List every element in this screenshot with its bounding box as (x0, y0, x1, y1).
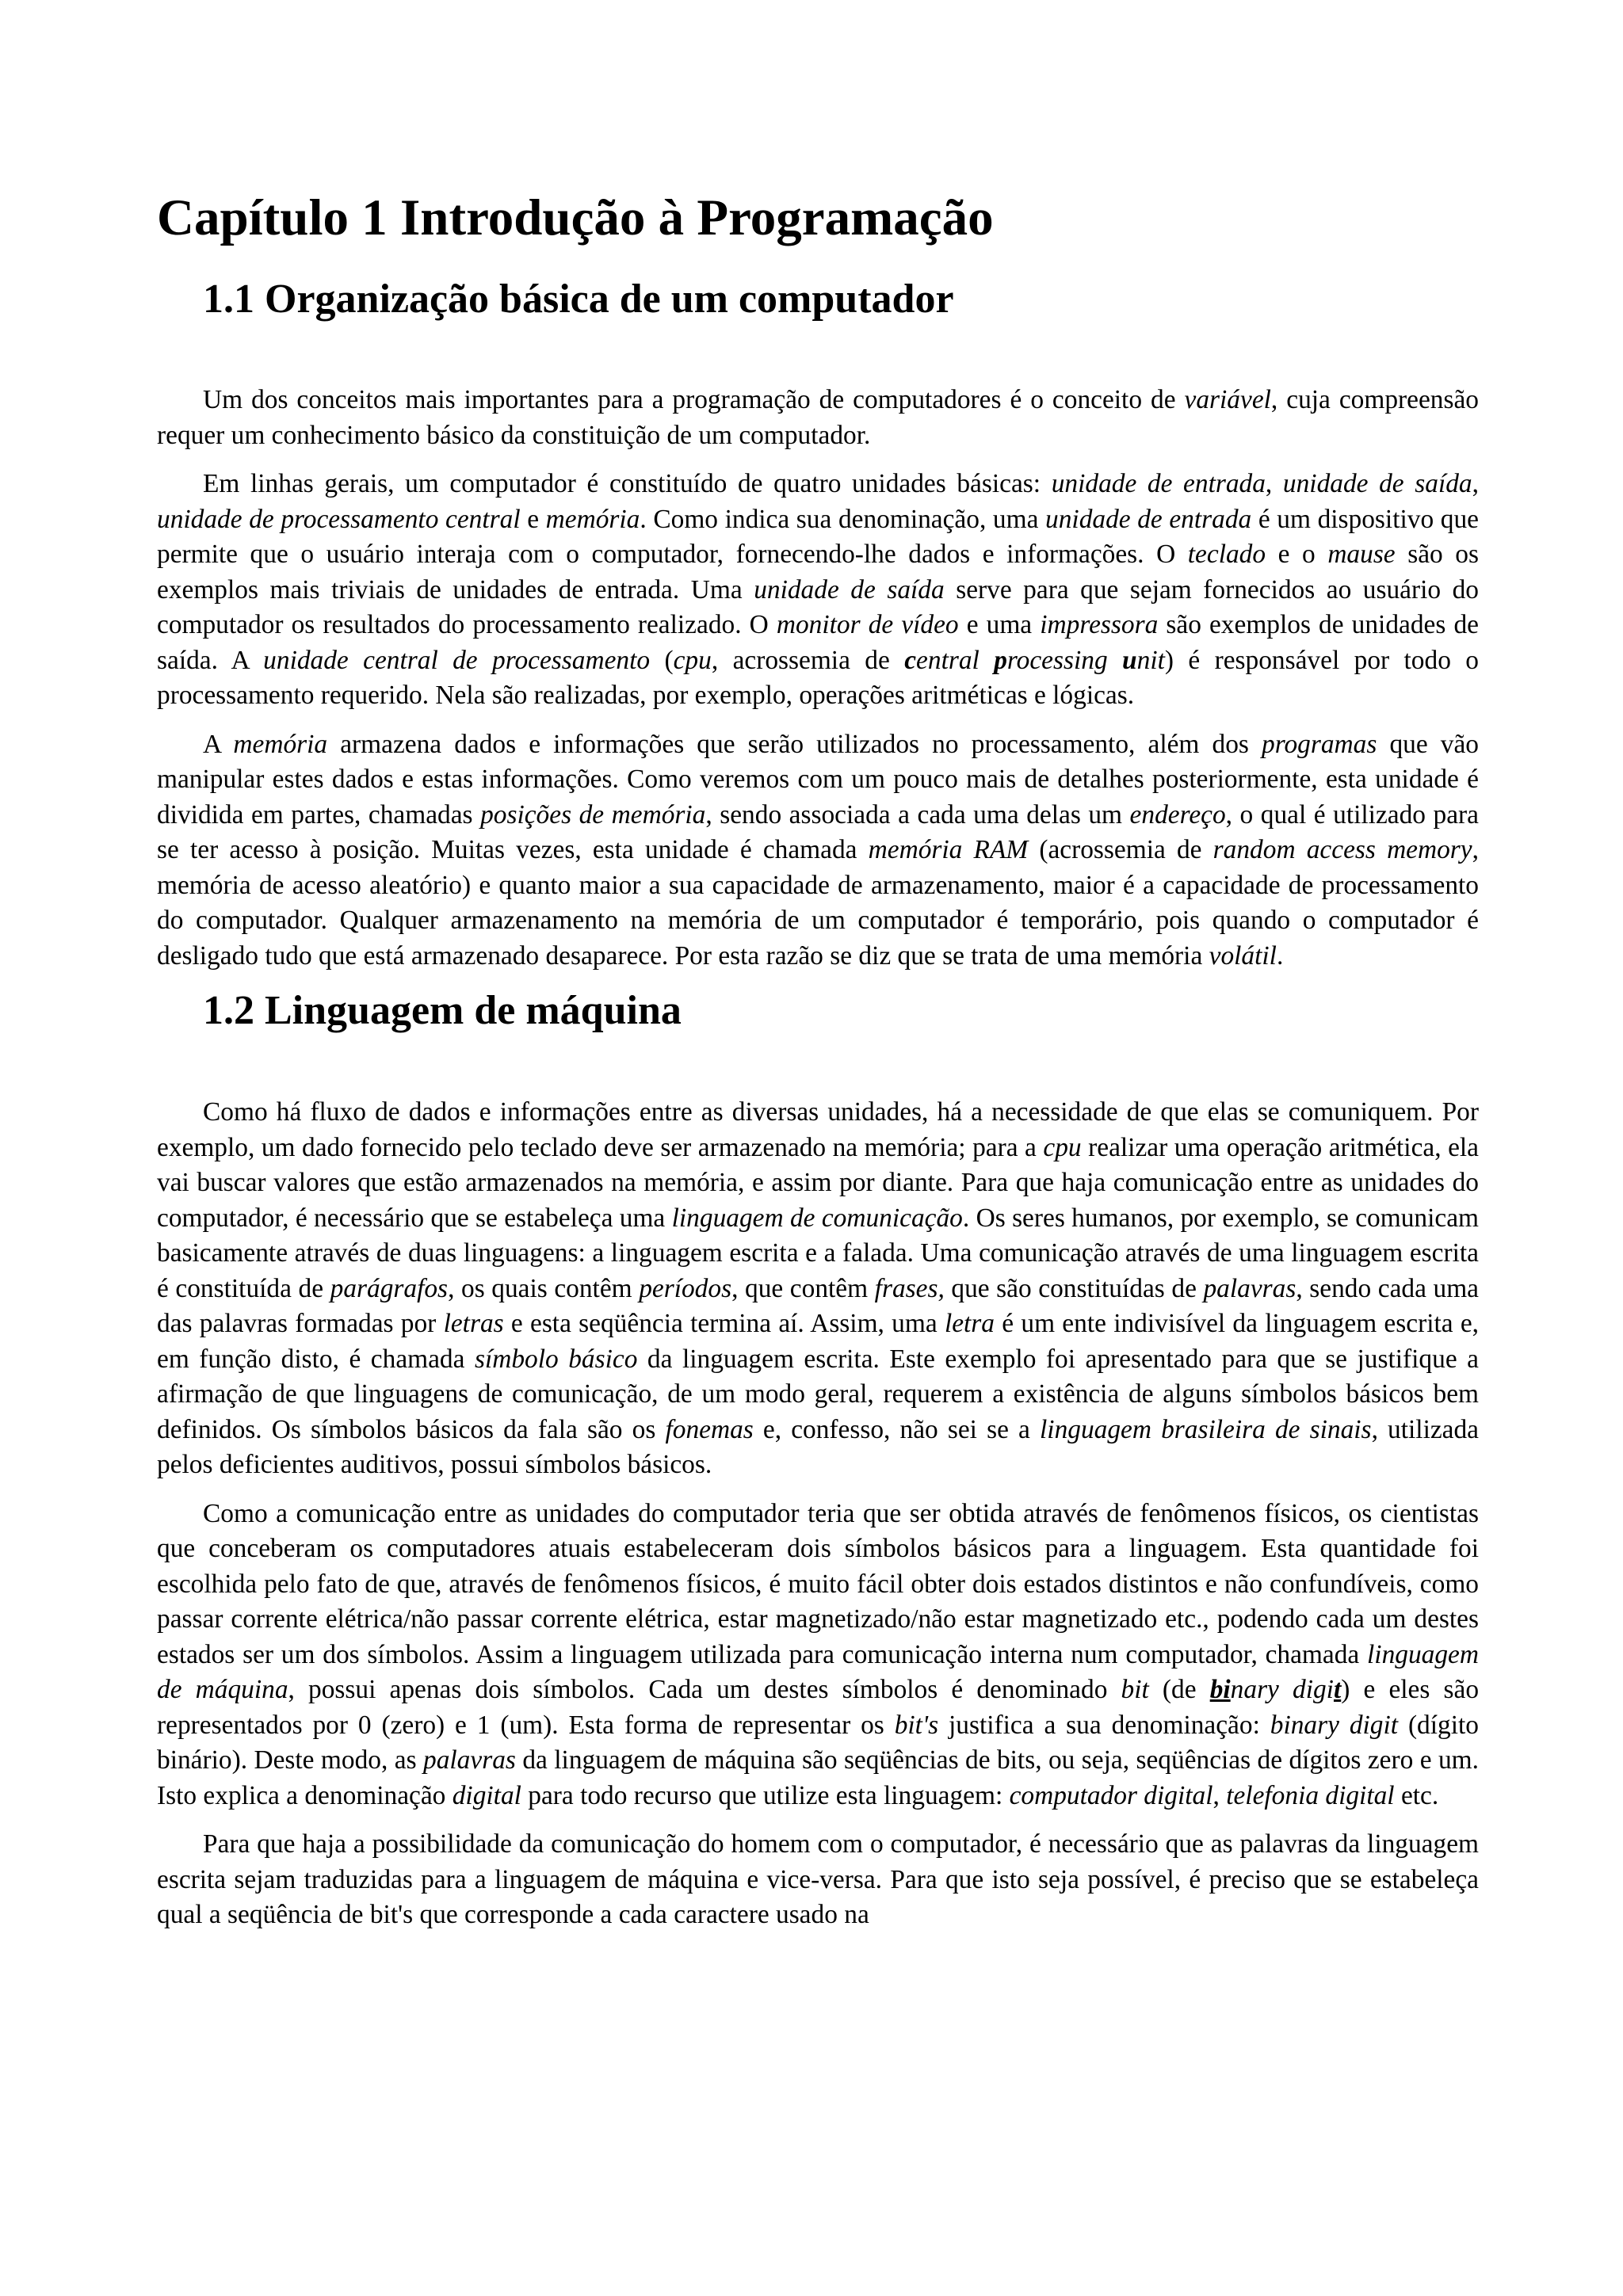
section-1-title: 1.1 Organização básica de um computador (203, 276, 954, 322)
section-1-paragraph-3: A memória armazena dados e informações que serão utilizados no processamento, além dos programas que vão manipular estes dados e estas informações. Como veremos com um pouco mais de detalhes posteriormente, esta unidade é dividida em partes, chamadas posições de memória, sendo associada a cada uma delas um endereço, o qual é utilizado para se ter acesso à posição. Muitas vezes, esta unidade é chamada memória RAM (acrossemia de random access memory, memória de acesso aleatório) e quanto maior a sua capacidade de armazenamento, maior é a capacidade de processamento do computador. Qualquer armazenamento na memória de um computador é temporário, pois quando o computador é desligado tudo que está armazenado desaparece. Por esta razão se diz que se trata de uma memória volátil. (157, 729, 1480, 971)
section-1-paragraph-1: Um dos conceitos mais importantes para a programação de computadores é o conceito de variável, cuja compreensão requer um conhecimento básico da constituição de um computador. (157, 385, 1479, 450)
section-2-paragraph-1: Como há fluxo de dados e informações entre as diversas unidades, há a necessidade de que elas se comuniquem. Por exemplo, um dado fornecido pelo teclado deve ser armazenado na memória; para a cpu realizar uma operação aritmética, ela vai buscar valores que estão armazenados na memória, e assim por diante. Para que haja comunicação entre as unidades do computador, é necessário que se estabeleça uma linguagem de comunicação. Os seres humanos, por exemplo, se comunicam basicamente através de duas linguagens: a linguagem escrita e a falada. Uma comunicação através de uma linguagem escrita é constituída de parágrafos, os quais contêm períodos, que contêm frases, que são constituídas de palavras, sendo cada uma das palavras formadas por letras e esta seqüência termina aí. Assim, uma letra é um ente indivisível da linguagem escrita e, em função disto, é chamada símbolo básico da linguagem escrita. Este exemplo foi apresentado para que se justifique a afirmação de que linguagens de comunicação, de um modo geral, requerem a existência de alguns símbolos básicos bem definidos. Os símbolos básicos da fala são os fonemas e, confesso, não sei se a linguagem brasileira de sinais, utilizada pelos deficientes auditivos, possui símbolos básicos. (157, 1097, 1480, 1480)
chapter-title: Capítulo 1 Introdução à Programação (157, 189, 994, 246)
section-2-paragraph-3: Para que haja a possibilidade da comunicação do homem com o computador, é necessário que as palavras da linguagem escrita sejam traduzidas para a linguagem de máquina e vice-versa. Para que isto seja possível, é preciso que se estabeleça qual a seqüência de bit's que corresponde a cada caractere usado na (157, 1829, 1479, 1930)
section-2-paragraph-2: Como a comunicação entre as unidades do computador teria que ser obtida através de fenômenos físicos, os cientistas que conceberam os computadores atuais estabeleceram dois símbolos básicos para a linguagem. Esta quantidade foi escolhida pelo fato de que, através de fenômenos físicos, é muito fácil obter dois estados distintos e não confundíveis, como passar corrente elétrica/não passar corrente elétrica, estar magnetizado/não estar magnetizado etc., podendo cada um destes estados ser um dos símbolos. Assim a linguagem utilizada para comunicação interna num computador, chamada linguagem de máquina, possui apenas dois símbolos. Cada um destes símbolos é denominado bit (de binary digit) e eles são representados por 0 (zero) e 1 (um). Esta forma de representar os bit's justifica a sua denominação: binary digit (dígito binário). Deste modo, as palavras da linguagem de máquina são seqüências de bits, ou seja, seqüências de dígitos zero e um. Isto explica a denominação digital para todo recurso que utilize esta linguagem: computador digital, telefonia digital etc. (157, 1498, 1480, 1810)
document-page (157, 190, 1479, 1947)
section-2-title: 1.2 Linguagem de máquina (203, 988, 682, 1034)
section-1-paragraph-2: Em linhas gerais, um computador é constituído de quatro unidades básicas: unidade de entrada, unidade de saída, unidade de processamento central e memória. Como indica sua denominação, uma unidade de entrada é um dispositivo que permite que o usuário interaja com o computador, fornecendo-lhe dados e informações. O teclado e o mause são os exemplos mais triviais de unidades de entrada. Uma unidade de saída serve para que sejam fornecidos ao usuário do computador os resultados do processamento realizado. O monitor de vídeo e uma impressora são exemplos de unidades de saída. A unidade central de processamento (cpu, acrossemia de central processing unit) é responsável por todo o processamento requerido. Nela são realizadas, por exemplo, operações aritméticas e lógicas. (157, 469, 1480, 711)
